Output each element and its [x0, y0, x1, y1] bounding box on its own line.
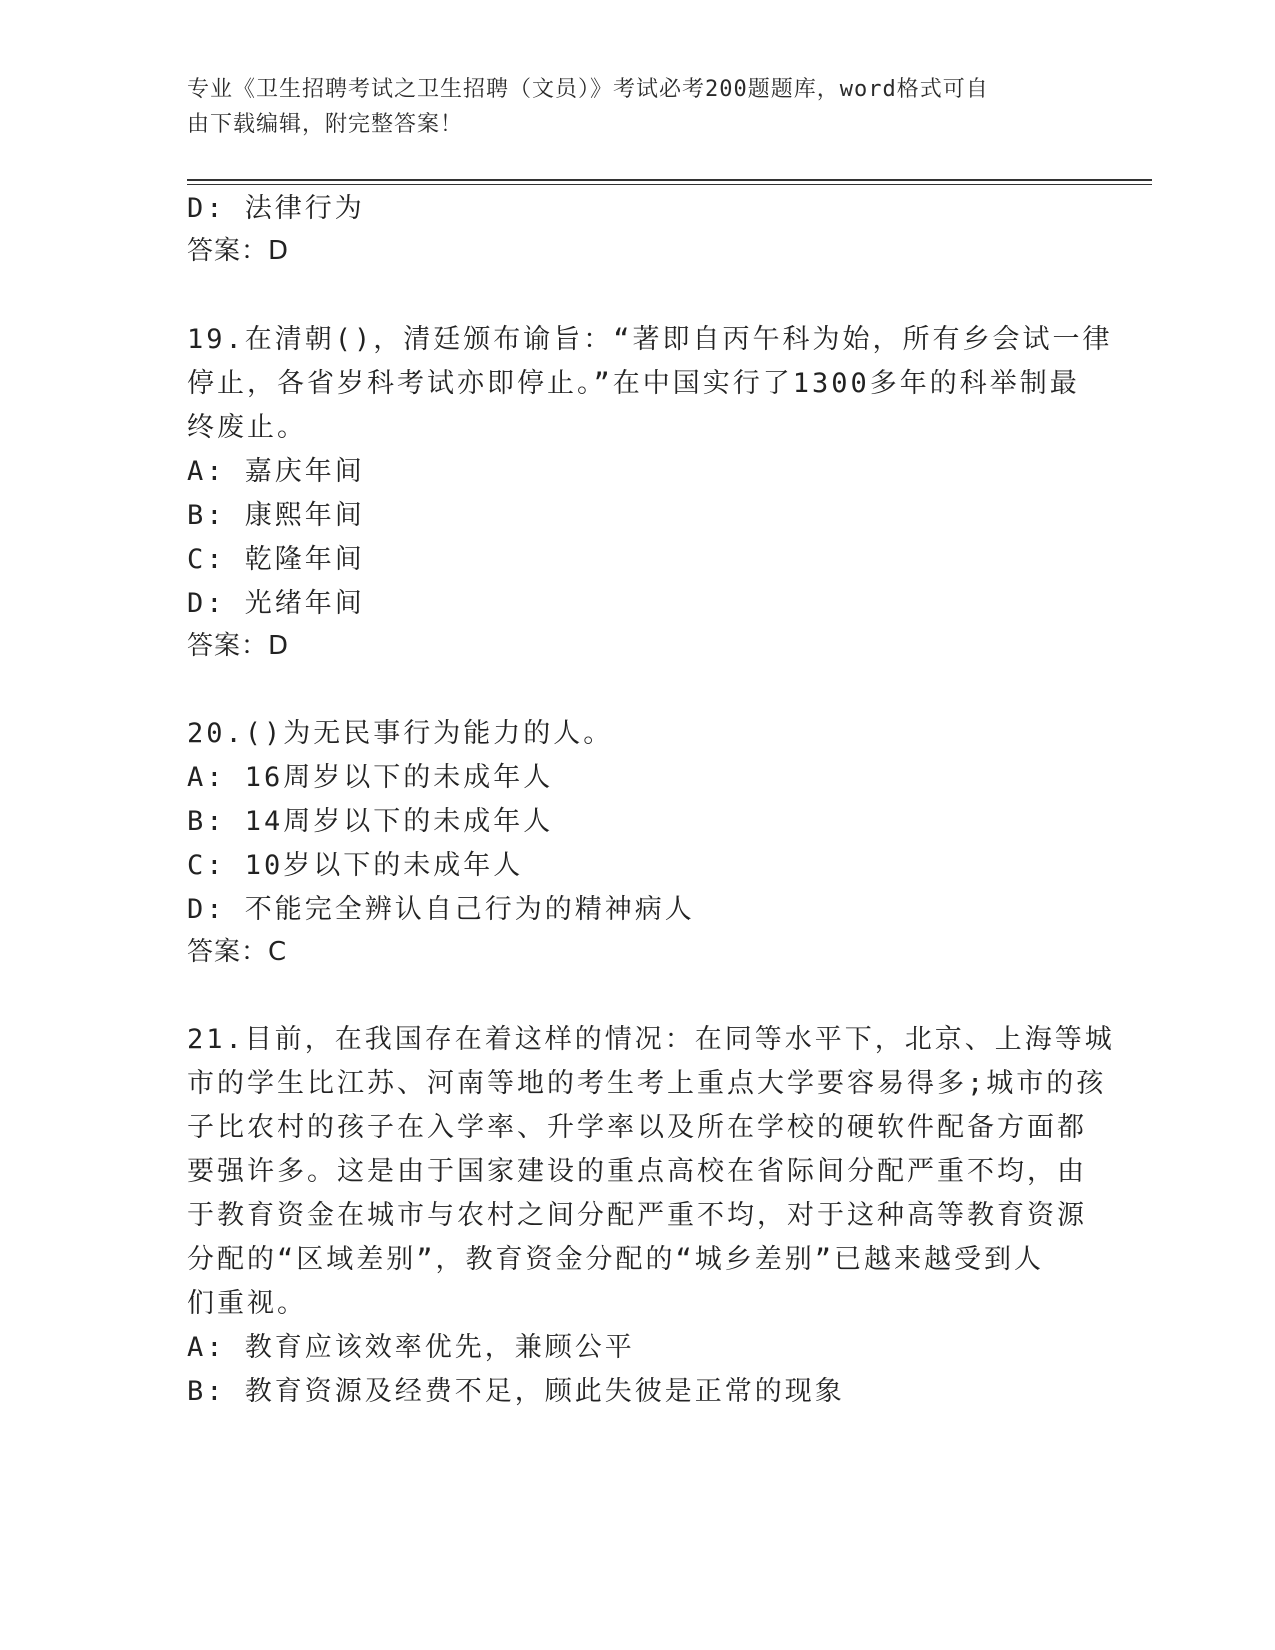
- document-header: [187, 72, 1067, 142]
- q19-answer: 答案：D: [187, 631, 290, 661]
- header-divider-thick: [187, 179, 1152, 181]
- q20-stem-line-1: 20.()为无民事行为能力的人。: [187, 718, 614, 749]
- prev-answer: 答案：D: [187, 236, 290, 266]
- q20-answer: 答案：C: [187, 937, 288, 967]
- q20-option-c: C: 10岁以下的未成年人: [187, 850, 524, 881]
- q21-stem-line-3: 子比农村的孩子在入学率、升学率以及所在学校的硬软件配备方面都: [187, 1112, 1087, 1143]
- q21-stem-line-7: 们重视。: [187, 1288, 307, 1319]
- q20-option-d: D: 不能完全辨认自己行为的精神病人: [187, 894, 695, 925]
- q19-option-b: B: 康熙年间: [187, 500, 365, 531]
- q19-option-c: C: 乾隆年间: [187, 544, 365, 575]
- q19-stem-line-3: 终废止。: [187, 412, 307, 443]
- prev-option-d: D: 法律行为: [187, 193, 365, 224]
- q21-stem-line-6: 分配的“区域差别”，教育资金分配的“城乡差别”已越来越受到人: [187, 1244, 1045, 1275]
- q21-stem-line-5: 于教育资金在城市与农村之间分配严重不均，对于这种高等教育资源: [187, 1200, 1087, 1231]
- q20-option-b: B: 14周岁以下的未成年人: [187, 806, 554, 837]
- q21-stem-line-2: 市的学生比江苏、河南等地的考生考上重点大学要容易得多;城市的孩: [187, 1068, 1107, 1099]
- header-line-1: 专业《卫生招聘考试之卫生招聘（文员）》考试必考200题题库，word格式可自: [187, 77, 989, 102]
- q20-option-a: A: 16周岁以下的未成年人: [187, 762, 554, 793]
- q19-option-d: D: 光绪年间: [187, 588, 365, 619]
- header-line-2: 由下载编辑，附完整答案！: [187, 112, 464, 137]
- q21-stem-line-4: 要强许多。这是由于国家建设的重点高校在省际间分配严重不均，由: [187, 1156, 1087, 1187]
- q19-stem-line-2: 停止，各省岁科考试亦即停止。”在中国实行了1300多年的科举制最: [187, 368, 1080, 399]
- header-divider-thin: [187, 184, 1152, 185]
- q21-option-a: A: 教育应该效率优先，兼顾公平: [187, 1332, 635, 1363]
- q21-option-b: B: 教育资源及经费不足，顾此失彼是正常的现象: [187, 1376, 845, 1407]
- q19-option-a: A: 嘉庆年间: [187, 456, 365, 487]
- q21-stem-line-1: 21.目前，在我国存在着这样的情况：在同等水平下，北京、上海等城: [187, 1024, 1115, 1055]
- q19-stem-line-1: 19.在清朝()，清廷颁布谕旨：“著即自丙午科为始，所有乡会试一律: [187, 324, 1113, 355]
